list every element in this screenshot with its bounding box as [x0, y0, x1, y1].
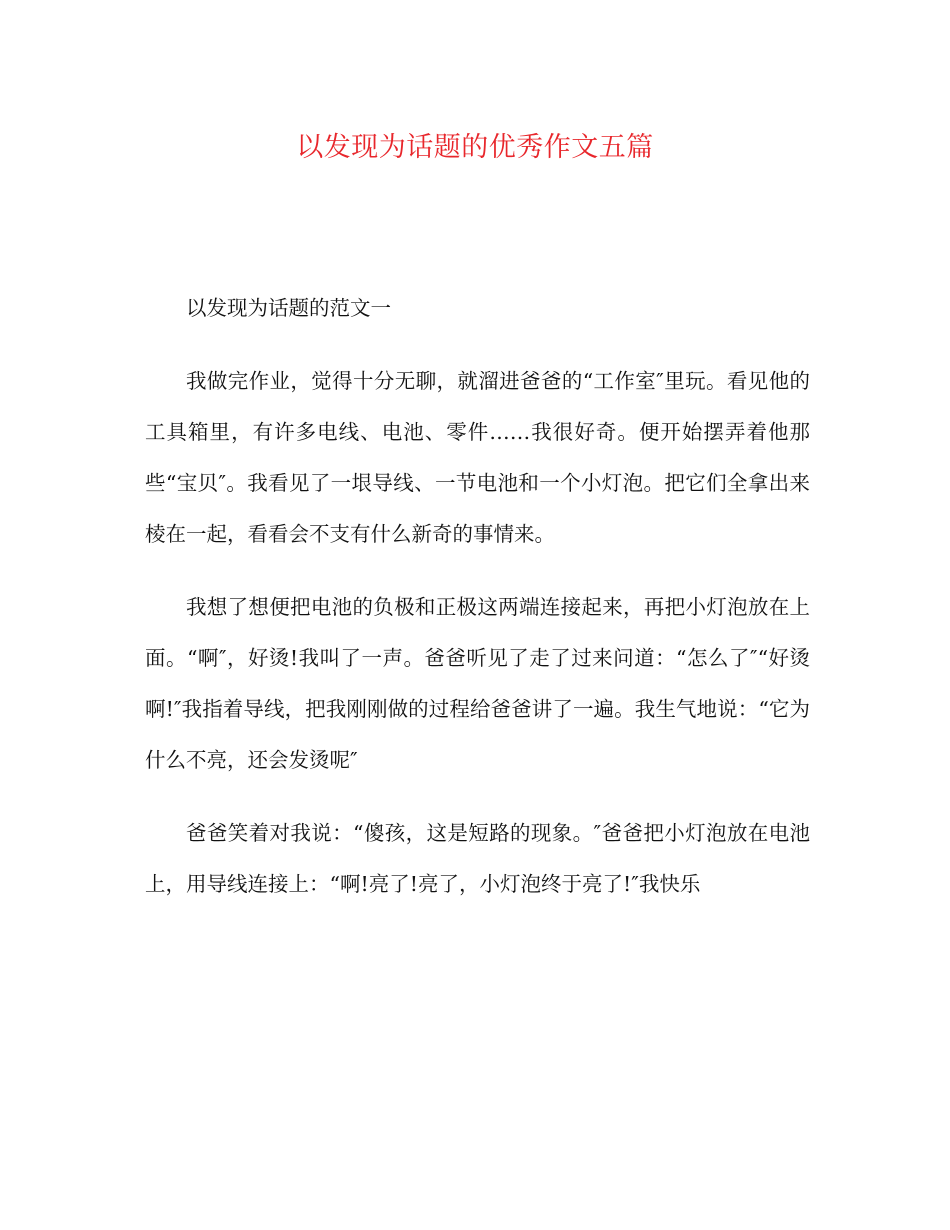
section-heading: 以发现为话题的范文一: [186, 296, 391, 320]
paragraph-3: 爸爸笑着对我说：“傻孩，这是短路的现象。″爸爸把小灯泡放在电池上，用导线连接上：“啊!亮了!亮了，小灯泡终于亮了!″我快乐: [145, 821, 810, 896]
document-title: 以发现为话题的优秀作文五篇: [296, 132, 654, 163]
paragraph-2: 我想了想便把电池的负极和正极这两端连接起来，再把小灯泡放在上面。“啊″，好烫!我叫了一声。爸爸听见了走了过来问道：“怎么了″“好烫啊!″我指着导线，把我刚刚做的过程给爸爸讲了一遍。我生气地说：“它为什么不亮，还会发烫呢″: [145, 595, 810, 772]
document-body: [145, 283, 810, 932]
paragraph-1: 我做完作业，觉得十分无聊，就溜进爸爸的“工作室″里玩。看见他的工具箱里，有许多电线、电池、零件……我很好奇。便开始摆弄着他那些“宝贝″。我看见了一垠导线、一节电池和一个小灯泡。把它们全拿出来棱在一起，看看会不支有什么新奇的事情来。: [145, 369, 810, 546]
